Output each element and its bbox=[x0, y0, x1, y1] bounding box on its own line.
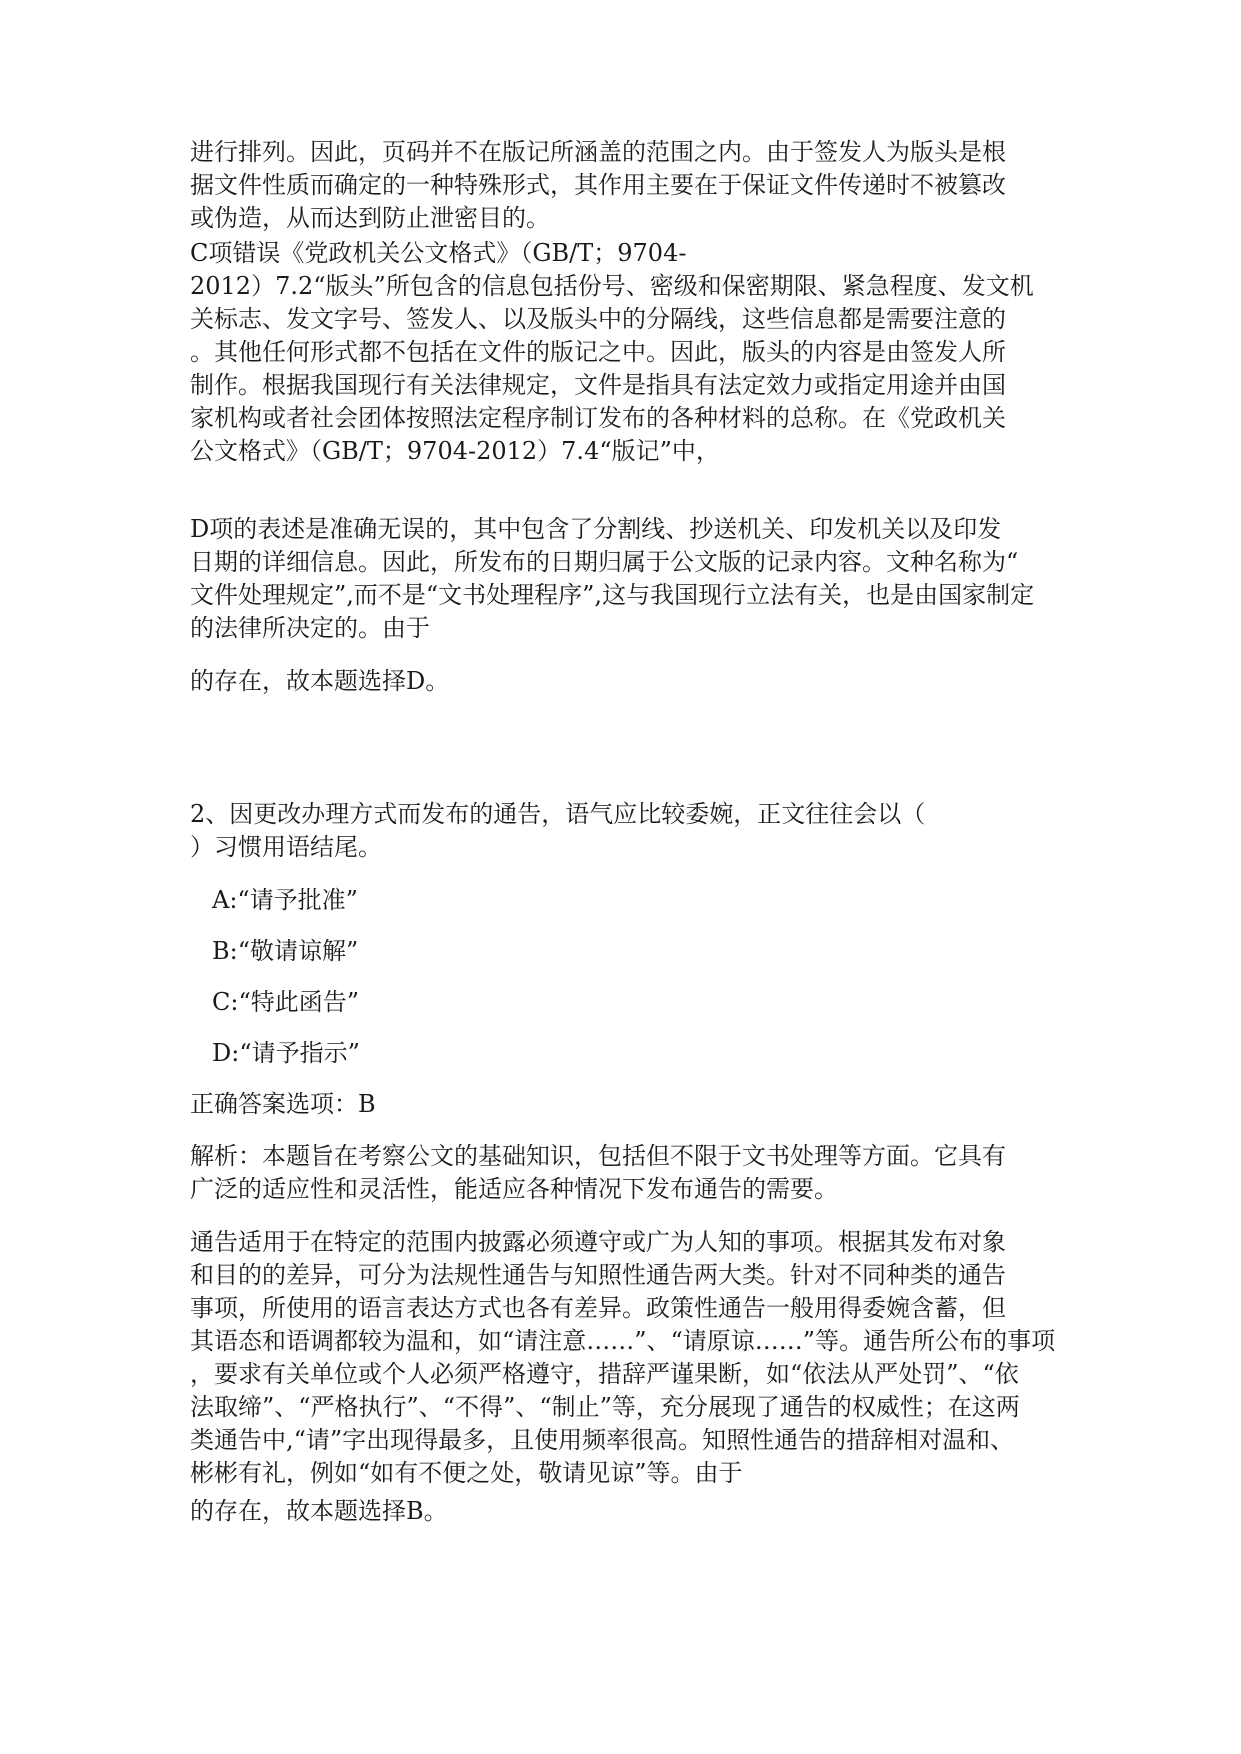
text-line: 事项，所使用的语言表达方式也各有差异。政策性通告一般用得委婉含蓄，但 bbox=[190, 1294, 1006, 1322]
option-d: D:“请予指示” bbox=[212, 1039, 360, 1067]
text-line: 解析：本题旨在考察公文的基础知识，包括但不限于文书处理等方面。它具有 bbox=[190, 1142, 1006, 1170]
conclusion-2 bbox=[190, 1495, 1060, 1528]
conclusion-1 bbox=[190, 665, 1060, 698]
text-line: 2012）7.2“版头”所包含的信息包括份号、密级和保密期限、紧急程度、发文机 bbox=[190, 272, 1034, 300]
paragraph-intro bbox=[190, 136, 1060, 235]
text-line: 广泛的适应性和灵活性，能适应各种情况下发布通告的需要。 bbox=[190, 1175, 838, 1203]
text-line: 公文格式》（GB/T；9704-2012）7.4“版记”中， bbox=[190, 437, 720, 465]
text-line: 关标志、发文字号、签发人、以及版头中的分隔线，这些信息都是需要注意的 bbox=[190, 305, 1006, 333]
text-line: 进行排列。因此，页码并不在版记所涵盖的范围之内。由于签发人为版头是根 bbox=[190, 138, 1006, 166]
option-c: C:“特此函告” bbox=[212, 988, 359, 1016]
analysis bbox=[190, 1140, 1060, 1206]
text-line: ）习惯用语结尾。 bbox=[190, 833, 382, 861]
text-line: 和目的的差异，可分为法规性通告与知照性通告两大类。针对不同种类的通告 bbox=[190, 1261, 1006, 1289]
text-line: ，要求有关单位或个人必须严格遵守，措辞严谨果断，如“依法从严处罚”、“依 bbox=[190, 1360, 1019, 1388]
text-line: 正确答案选项：B bbox=[190, 1090, 376, 1118]
text-line: 据文件性质而确定的一种特殊形式，其作用主要在于保证文件传递时不被篡改 bbox=[190, 171, 1006, 199]
option-a: A:“请予批准” bbox=[212, 886, 358, 914]
text-line: 文件处理规定”,而不是“文书处理程序”,这与我国现行立法有关，也是由国家制定 bbox=[190, 581, 1035, 609]
text-line: 通告适用于在特定的范围内披露必须遵守或广为人知的事项。根据其发布对象 bbox=[190, 1228, 1006, 1256]
paragraph-option-d bbox=[190, 513, 1060, 645]
text-line: 其语态和语调都较为温和，如“请注意……”、“请原谅……”等。通告所公布的事项 bbox=[190, 1327, 1056, 1355]
question-2 bbox=[190, 798, 1060, 864]
text-line: 2、因更改办理方式而发布的通告，语气应比较委婉，正文往往会以（ bbox=[190, 800, 926, 828]
paragraph-explanation bbox=[190, 1226, 1060, 1490]
text-line: 的法律所决定的。由于 bbox=[190, 614, 430, 642]
text-line: 类通告中,“请”字出现得最多，且使用频率很高。知照性通告的措辞相对温和、 bbox=[190, 1426, 1015, 1454]
text-line: 的存在，故本题选择B。 bbox=[190, 1497, 448, 1525]
paragraph-option-c bbox=[190, 237, 1060, 468]
text-line: 彬彬有礼，例如“如有不便之处，敬请见谅”等。由于 bbox=[190, 1459, 743, 1487]
text-line: C项错误《党政机关公文格式》（GB/T；9704- bbox=[190, 239, 687, 267]
text-line: 家机构或者社会团体按照法定程序制订发布的各种材料的总称。在《党政机关 bbox=[190, 404, 1006, 432]
text-line: 的存在，故本题选择D。 bbox=[190, 667, 450, 695]
text-line: 日期的详细信息。因此，所发布的日期归属于公文版的记录内容。文种名称为“ bbox=[190, 548, 1019, 576]
text-line: 。其他任何形式都不包括在文件的版记之中。因此，版头的内容是由签发人所 bbox=[190, 338, 1006, 366]
text-line: D项的表述是准确无误的，其中包含了分割线、抄送机关、印发机关以及印发 bbox=[190, 515, 1002, 543]
option-b: B:“敬请谅解” bbox=[212, 937, 359, 965]
text-line: 制作。根据我国现行有关法律规定，文件是指具有法定效力或指定用途并由国 bbox=[190, 371, 1006, 399]
correct-answer bbox=[190, 1088, 1060, 1121]
text-line: 法取缔”、“严格执行”、“不得”、“制止”等，充分展现了通告的权威性；在这两 bbox=[190, 1393, 1020, 1421]
text-line: 或伪造，从而达到防止泄密目的。 bbox=[190, 204, 550, 232]
